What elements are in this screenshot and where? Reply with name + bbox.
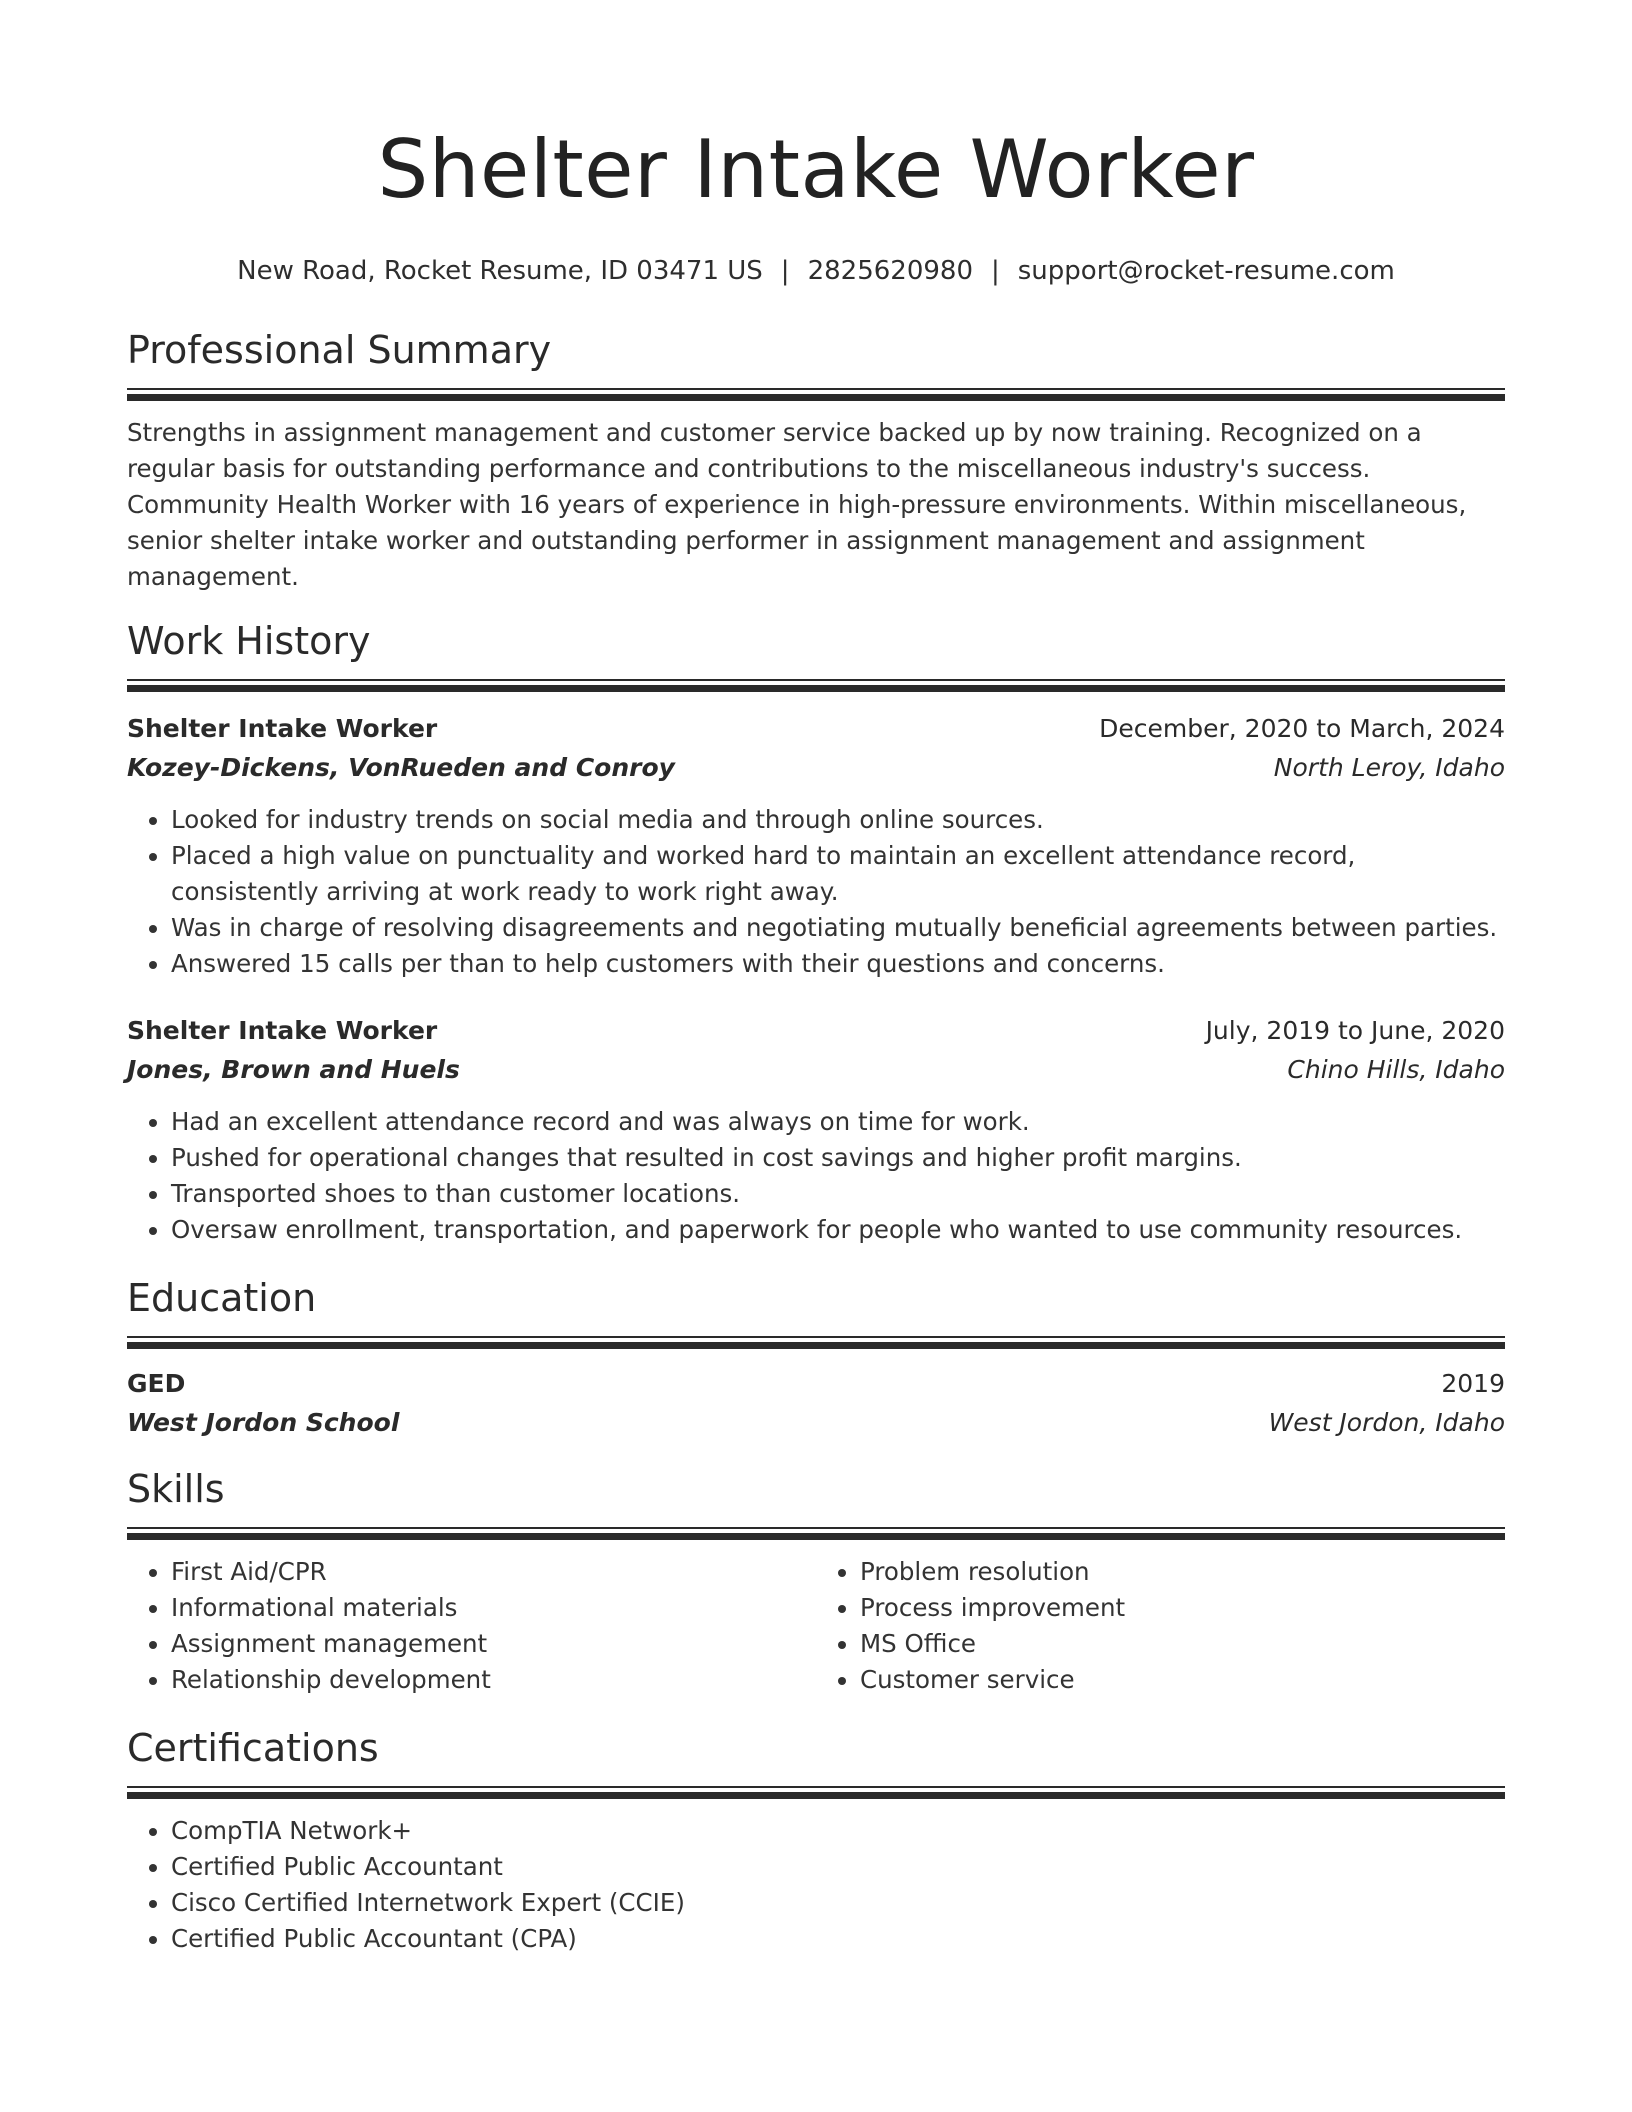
- section-divider: [127, 388, 1505, 401]
- section-divider: [127, 1527, 1505, 1540]
- education-section: [127, 1274, 1505, 1443]
- job-title: Shelter Intake Worker: [127, 714, 438, 743]
- list-item: • Was in charge of resolving disagreements and negotiating mutually beneficial agreements between parties.: [171, 910, 1505, 946]
- education-degree: GED: [127, 1369, 186, 1398]
- job-title: Shelter Intake Worker: [127, 1016, 438, 1045]
- job-location: North Leroy, Idaho: [1273, 753, 1505, 782]
- education-year: 2019: [1441, 1369, 1505, 1398]
- section-divider: [127, 679, 1505, 692]
- section-divider: [127, 1786, 1505, 1799]
- skill-item: • Informational materials: [171, 1590, 816, 1626]
- education-entry: [127, 1365, 1505, 1443]
- section-title-skills: Skills: [127, 1467, 225, 1511]
- contact-line: [127, 254, 1505, 288]
- contact-separator: |: [990, 256, 1000, 286]
- skills-column-left: [127, 1554, 816, 1698]
- contact-phone: 2825620980: [807, 256, 973, 286]
- skill-item: • Process improvement: [860, 1590, 1505, 1626]
- skills-section: [127, 1465, 1505, 1698]
- skill-item: • Customer service: [860, 1662, 1505, 1698]
- certification-item: • Certified Public Accountant (CPA): [171, 1921, 1505, 1957]
- skill-item: • Relationship development: [171, 1662, 816, 1698]
- job-location: Chino Hills, Idaho: [1287, 1055, 1505, 1084]
- summary-section: [127, 326, 1505, 595]
- job-bullets: [127, 1104, 1505, 1248]
- skill-item: • MS Office: [860, 1626, 1505, 1662]
- certification-item: • Certified Public Accountant: [171, 1849, 1505, 1885]
- contact-address: New Road, Rocket Resume, ID 03471 US: [237, 256, 763, 286]
- candidate-name: Shelter Intake Worker: [377, 123, 1255, 216]
- section-title-certifications: Certifications: [127, 1726, 379, 1770]
- education-school: West Jordon School: [127, 1408, 400, 1437]
- list-item: • Had an excellent attendance record and was always on time for work.: [171, 1104, 1505, 1140]
- list-item: • Pushed for operational changes that resulted in cost savings and higher profit margins.: [171, 1140, 1505, 1176]
- section-title-work-history: Work History: [127, 619, 371, 663]
- certification-item: • Cisco Certified Internetwork Expert (CCIE): [171, 1885, 1505, 1921]
- skills-grid: [127, 1554, 1505, 1698]
- contact-separator: |: [780, 256, 790, 286]
- list-item: • Transported shoes to than customer locations.: [171, 1176, 1505, 1212]
- work-history-section: [127, 617, 1505, 1248]
- certifications-list: [127, 1813, 1505, 1957]
- job-company: Jones, Brown and Huels: [127, 1055, 460, 1084]
- skill-item: • Assignment management: [171, 1626, 816, 1662]
- section-divider: [127, 1336, 1505, 1349]
- list-item: • Placed a high value on punctuality and worked hard to maintain an excellent attendance record, consistently arriving at work ready to work right away.: [171, 838, 1505, 910]
- job-dates: December, 2020 to March, 2024: [1099, 714, 1505, 743]
- job-dates: July, 2019 to June, 2020: [1205, 1016, 1505, 1045]
- job-company: Kozey-Dickens, VonRueden and Conroy: [127, 753, 675, 782]
- list-item: • Looked for industry trends on social media and through online sources.: [171, 802, 1505, 838]
- skill-item: • First Aid/CPR: [171, 1554, 816, 1590]
- skills-column-right: [816, 1554, 1505, 1698]
- section-title-education: Education: [127, 1276, 317, 1320]
- skill-item: • Problem resolution: [860, 1554, 1505, 1590]
- section-title-summary: Professional Summary: [127, 328, 552, 372]
- list-item: • Oversaw enrollment, transportation, and paperwork for people who wanted to use community resources.: [171, 1212, 1505, 1248]
- job-entry: [127, 710, 1505, 982]
- certifications-section: [127, 1724, 1505, 1957]
- certification-item: • CompTIA Network+: [171, 1813, 1505, 1849]
- education-location: West Jordon, Idaho: [1268, 1408, 1505, 1437]
- contact-email: support@rocket-resume.com: [1017, 256, 1395, 286]
- job-entry: [127, 1012, 1505, 1248]
- summary-text: Strengths in assignment management and customer service backed up by now training. Recognized on a regular basis for outstanding performance and contributions to the miscellaneous industry's success. Community Health Worker with 16 years of experience in high-pressure environments. Within miscellaneous, senior shelter intake worker and outstanding performer in assignment management and assignment management.: [127, 418, 1467, 591]
- job-bullets: [127, 802, 1505, 982]
- list-item: • Answered 15 calls per than to help customers with their questions and concerns.: [171, 946, 1505, 982]
